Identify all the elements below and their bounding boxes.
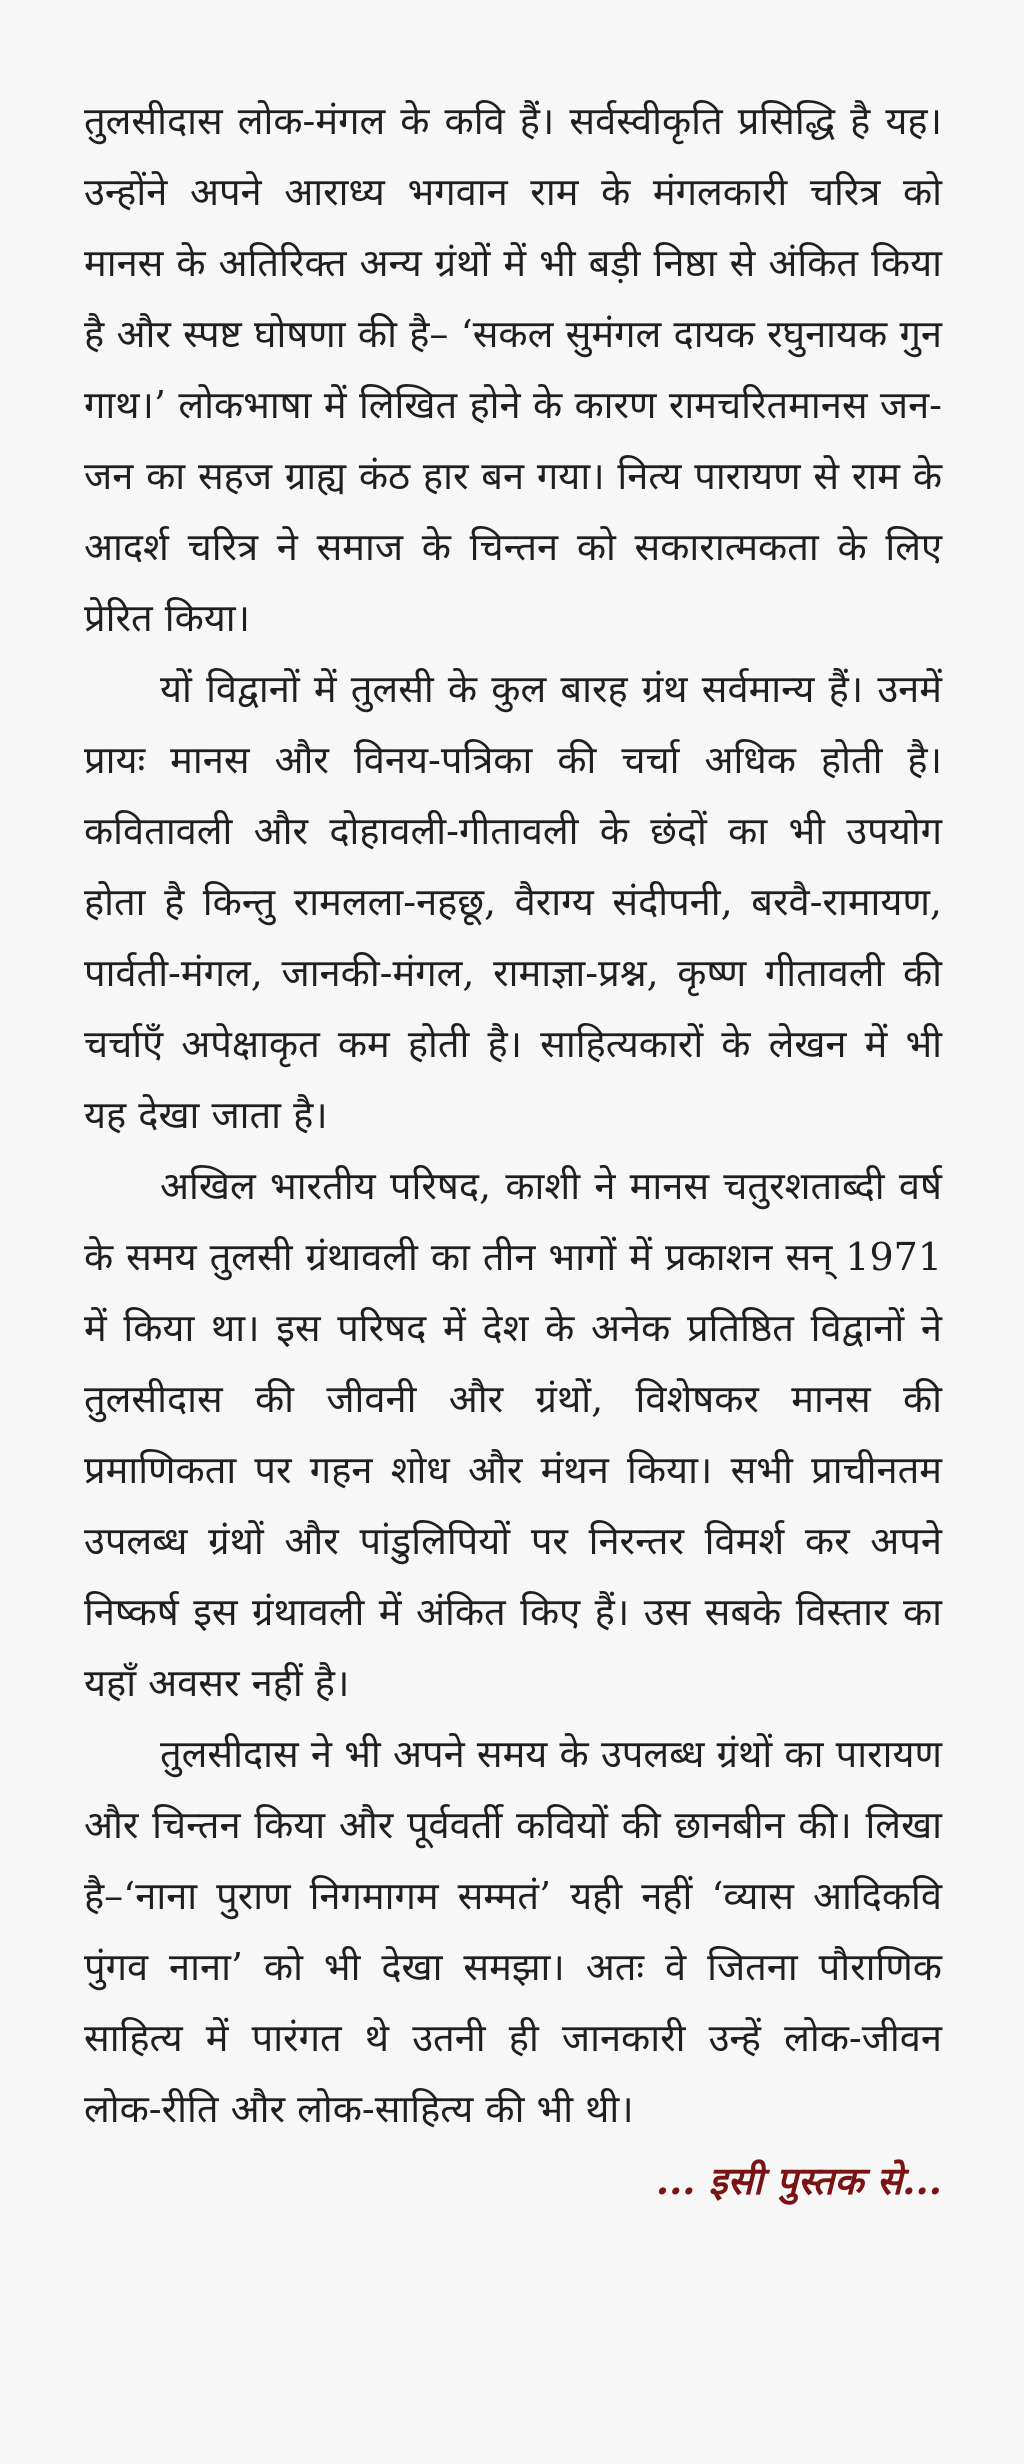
paragraph-2: यों विद्वानों में तुलसी के कुल बारह ग्रंथ सर्वमान्य हैं। उनमें प्रायः मानस और विनय-पत्रिका की चर्चा अधिक होती है। कवितावली और दोहावली-गीतावली के छंदों का भी उपयोग होता है किन्तु रामलला-नहछू, वैराग्य संदीपनी, बरवै-रामायण, पार्वती-मंगल, जानकी-मंगल, रामाज्ञा-प्रश्न, कृष्ण गीतावली की चर्चाएँ अपेक्षाकृत कम होती है। साहित्यकारों के लेखन में भी यह देखा जाता है। [84, 667, 942, 1137]
source-attribution: ... इसी पुस्तक से... [655, 2158, 942, 2203]
paragraph-3: अखिल भारतीय परिषद, काशी ने मानस चतुरशताब्दी वर्ष के समय तुलसी ग्रंथावली का तीन भागों में प्रकाशन सन् 1971 में किया था। इस परिषद में देश के अनेक प्रतिष्ठित विद्वानों ने तुलसीदास की जीवनी और ग्रंथों, विशेषकर मानस की प्रमाणिकता पर गहन शोध और मंथन किया। सभी प्राचीनतम उपलब्ध ग्रंथों और पांडुलिपियों पर निरन्तर विमर्श कर अपने निष्कर्ष इस ग्रंथावली में अंकित किए हैं। उस सबके विस्तार का यहाँ अवसर नहीं है। [84, 1164, 942, 1705]
paragraph-1: तुलसीदास लोक-मंगल के कवि हैं। सर्वस्वीकृति प्रसिद्धि है यह। उन्होंने अपने आराध्य भगवान राम के मंगलकारी चरित्र को मानस के अतिरिक्त अन्य ग्रंथों में भी बड़ी निष्ठा से अंकित किया है और स्पष्ट घोषणा की है– ‘सकल सुमंगल दायक रघुनायक गुन गाथ।’ लोकभाषा में लिखित होने के कारण रामचरितमानस जन-जन का सहज ग्राह्य कंठ हार बन गया। नित्य पारायण से राम के आदर्श चरित्र ने समाज के चिन्तन को सकारात्मकता के लिए प्रेरित किया। [84, 99, 942, 640]
book-excerpt [84, 86, 942, 2216]
paragraph-4: तुलसीदास ने भी अपने समय के उपलब्ध ग्रंथों का पारायण और चिन्तन किया और पूर्ववर्ती कवियों की छानबीन की। लिखा है–‘नाना पुराण निगमागम सम्मतं’ यही नहीं ‘व्यास आदिकवि पुंगव नाना’ को भी देखा समझा। अतः वे जितना पौराणिक साहित्य में पारंगत थे उतनी ही जानकारी उन्हें लोक-जीवन लोक-रीति और लोक-साहित्य की भी थी। [84, 1732, 942, 2131]
